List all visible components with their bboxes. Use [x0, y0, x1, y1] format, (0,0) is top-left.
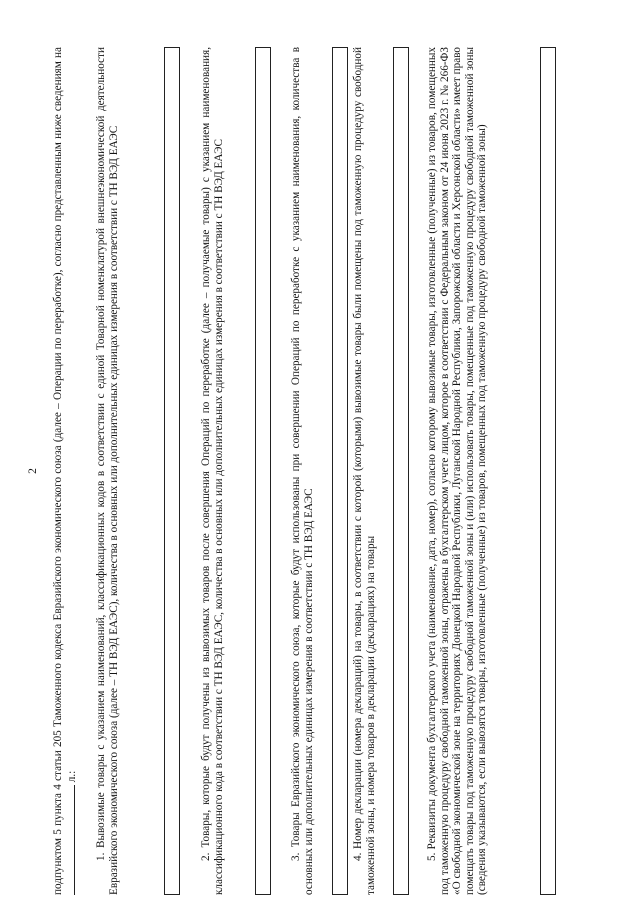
- intro-text: подпунктом 5 пункта 4 статьи 205 Таможенного кодекса Евразийского экономического союза (далее – Операции по переработке), согласно представленным ниже сведениям на: [52, 47, 64, 895]
- sheet-count-blank: [65, 785, 75, 895]
- section-5-text: 5. Реквизиты документа бухгалтерского учета (наименование, дата, номер), согласно которому вывозимые товары, изготовленные (полученные) из товаров, помещенных под таможенную процедуру свободной таможенной зоны, отражены в бухгалтерском учете лицом, которое в соответствии с Федеральным законом от 24 июня 2023 г. № 266-ФЗ «О свободной экономической зоне на территориях Донецкой Народной Республики, Луганской Народной Республики, Запорожской области и Херсонской области» имеет право помещать товары под таможенную процедуру свободной таможенной зоны и (или) использовать товары, помещенные под таможенную процедуру свободной таможенной зоны (сведения указываются, если вывозятся товары, изготовленные (полученные) из товаров, помещенных под таможенную процедуру свободной таможенной зоны): [426, 47, 489, 895]
- section-4-field: [393, 47, 409, 895]
- section-2-field: [255, 47, 271, 895]
- section-3-field: [332, 47, 348, 895]
- section-3-text: 3. Товары Евразийского экономического союза, которые будут использованы при совершении Операций по переработке с указанием наименования, количества в основных или дополнительных единицах измерения в соответствии с ТН ВЭД ЕАЭС: [290, 47, 315, 895]
- section-1-field: [164, 47, 180, 895]
- intro-paragraph: [52, 47, 78, 895]
- section-2-text: 2. Товары, которые будут получены из вывозимых товаров после совершения Операций по переработке (далее – получаемые товары) с указанием наименования, классификационного кода в соответствии с ТН ВЭД ЕАЭС, количества в основных или дополнительных единицах измерения в соответствии с ТН ВЭД ЕАЭС: [200, 47, 225, 895]
- intro-suffix: л.:: [65, 770, 78, 783]
- section-5-field: [540, 47, 556, 895]
- section-4-text: 4. Номер декларации (номера деклараций) на товары, в соответствии с которой (которыми) вывозимые товары были помещены под таможенную процедуру свободной таможенной зоны, и номера товаров в декларации (декларациях) на товары: [352, 47, 377, 895]
- rotated-content: [27, 47, 588, 895]
- section-1-text: 1. Вывозимые товары с указанием наименований, классификационных кодов в соответствии с единой Товарной номенклатурой внешнеэкономической деятельности Евразийского экономического союза (далее – ТН ВЭД ЕАЭС), количества в основных или дополнительных единицах измерения в соответствии с ТН ВЭД ЕАЭС: [95, 47, 120, 895]
- page-number: 2: [27, 468, 39, 474]
